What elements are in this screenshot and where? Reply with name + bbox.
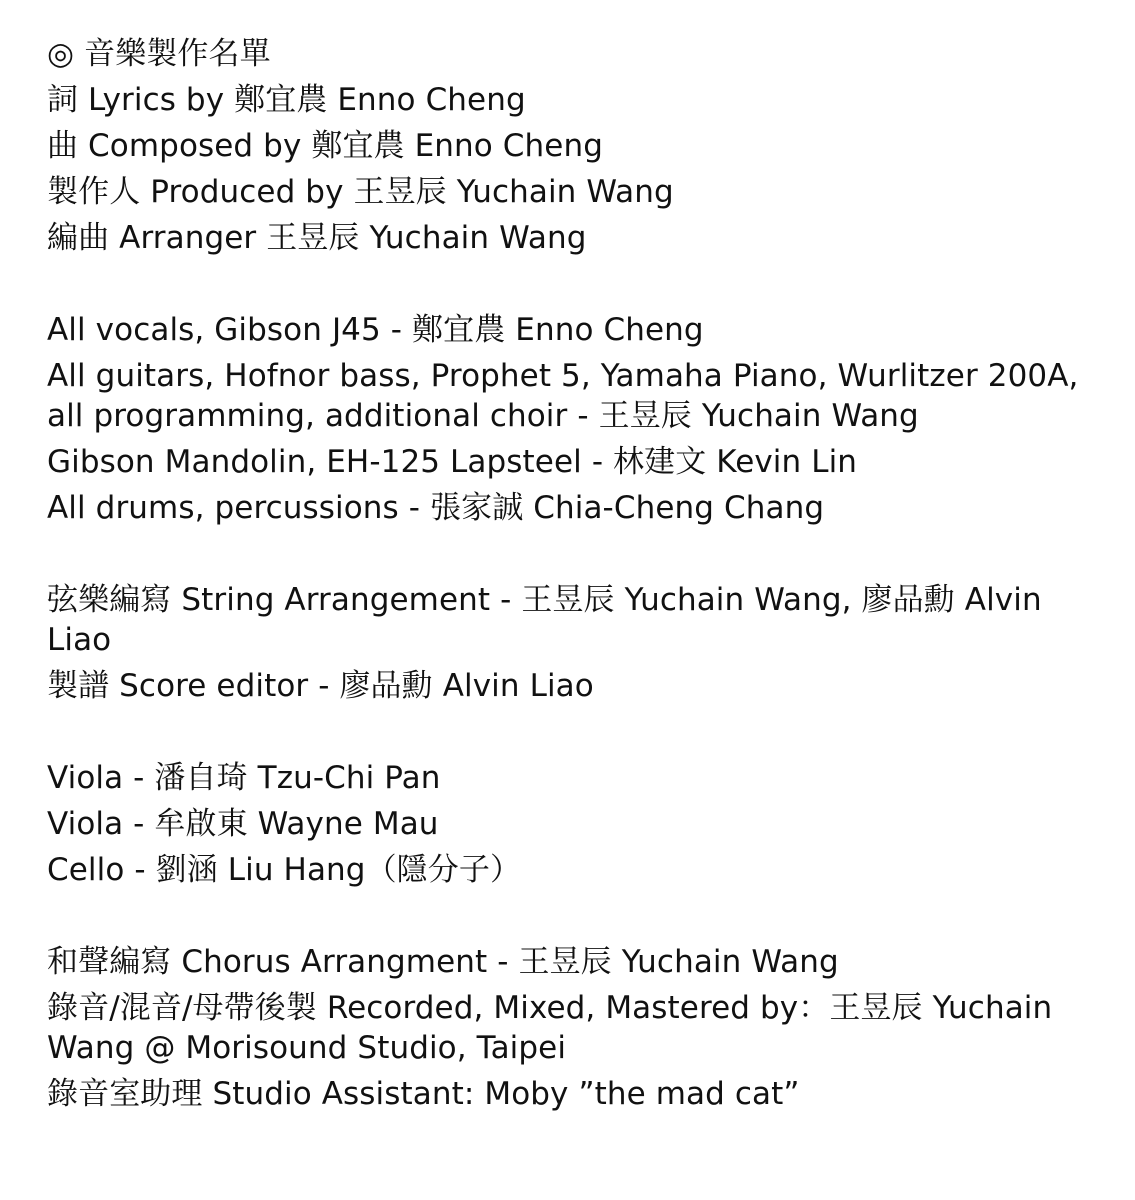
credit-line-viola-2: Viola - 牟啟東 Wayne Mau bbox=[47, 806, 439, 842]
credit-line-studio-assistant: 錄音室助理 Studio Assistant: Moby ”the mad cat” bbox=[47, 1076, 800, 1112]
credit-line-guitars: All guitars, Hofnor bass, Prophet 5, Yamaha Piano, Wurlitzer 200A, all programming, additional choir - 王昱辰 Yuchain Wang bbox=[47, 358, 1079, 434]
section-spacer bbox=[47, 896, 1087, 942]
credit-line-composer: 曲 Composed by 鄭宜農 Enno Cheng bbox=[47, 128, 603, 164]
music-credits bbox=[47, 34, 1087, 1120]
credit-line-viola-1: Viola - 潘自琦 Tzu-Chi Pan bbox=[47, 760, 441, 796]
credits-heading: ◎ 音樂製作名單 bbox=[47, 36, 271, 72]
credit-line-mandolin: Gibson Mandolin, EH-125 Lapsteel - 林建文 Kevin Lin bbox=[47, 444, 858, 480]
credit-line-string-arrangement: 弦樂編寫 String Arrangement - 王昱辰 Yuchain Wang, 廖品勳 Alvin Liao bbox=[47, 582, 1042, 658]
credit-line-arranger: 編曲 Arranger 王昱辰 Yuchain Wang bbox=[47, 220, 587, 256]
section-spacer bbox=[47, 534, 1087, 580]
section-spacer bbox=[47, 712, 1087, 758]
credit-line-drums: All drums, percussions - 張家誠 Chia-Cheng Chang bbox=[47, 490, 825, 526]
credit-line-producer: 製作人 Produced by 王昱辰 Yuchain Wang bbox=[47, 174, 674, 210]
credit-line-score-editor: 製譜 Score editor - 廖品勳 Alvin Liao bbox=[47, 668, 594, 704]
credit-line-recording: 錄音/混音/母帶後製 Recorded, Mixed, Mastered by：王昱辰 Yuchain Wang @ Morisound Studio, Taipei bbox=[47, 990, 1053, 1066]
credit-line-chorus-arrangement: 和聲編寫 Chorus Arrangment - 王昱辰 Yuchain Wang bbox=[47, 944, 839, 980]
credit-line-lyrics: 詞 Lyrics by 鄭宜農 Enno Cheng bbox=[47, 82, 526, 118]
credit-line-cello: Cello - 劉涵 Liu Hang（隱分子） bbox=[47, 852, 522, 888]
section-spacer bbox=[47, 264, 1087, 310]
credit-line-vocals: All vocals, Gibson J45 - 鄭宜農 Enno Cheng bbox=[47, 312, 704, 348]
